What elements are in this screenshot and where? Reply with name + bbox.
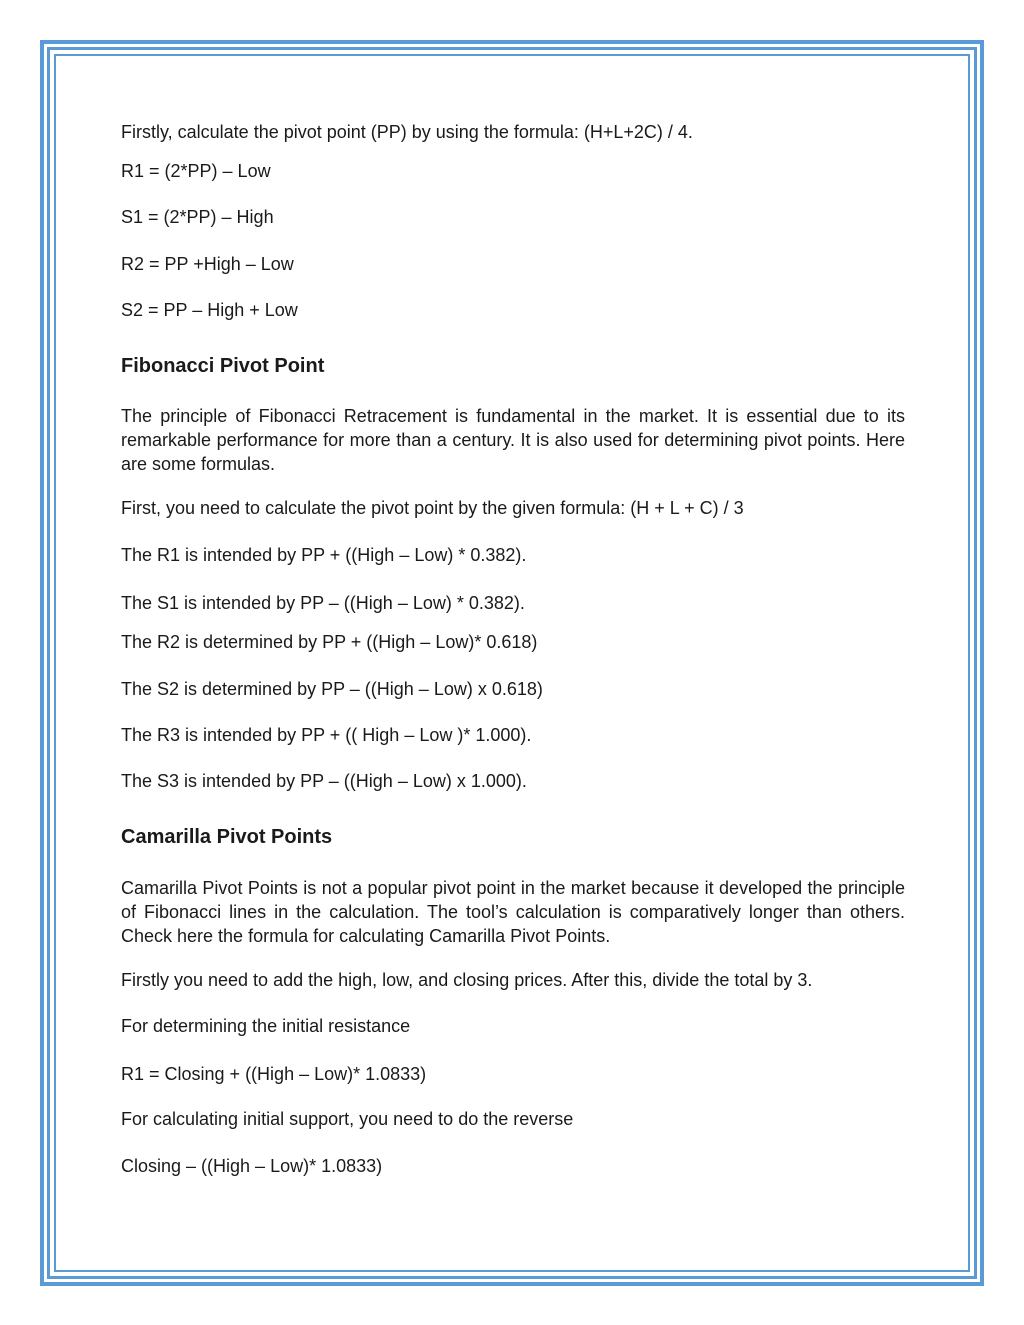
page-border-inner (54, 54, 970, 1272)
fibonacci-s2: The S2 is determined by PP – ((High – Low) x 0.618) (121, 679, 543, 699)
intro-s2-formula: S2 = PP – High + Low (121, 300, 298, 320)
intro-formula-line: Firstly, calculate the pivot point (PP) by using the formula: (H+L+2C) / 4. (121, 122, 693, 142)
camarilla-support-label: For calculating initial support, you need to do the reverse (121, 1109, 574, 1129)
camarilla-paragraph: Camarilla Pivot Points is not a popular pivot point in the market because it developed the principle of Fibonacci lines in the calculation. The tool’s calculation is comparatively longer than others. Check here the formula for calculating Camarilla Pivot Points. (121, 878, 905, 946)
fibonacci-formula-line: First, you need to calculate the pivot point by the given formula: (H + L + C) / 3 (121, 498, 744, 518)
fibonacci-s3: The S3 is intended by PP – ((High – Low) x 1.000). (121, 771, 527, 791)
camarilla-s1: Closing – ((High – Low)* 1.0833) (121, 1156, 383, 1176)
intro-r1-formula: R1 = (2*PP) – Low (121, 161, 271, 181)
fibonacci-heading: Fibonacci Pivot Point (121, 355, 325, 377)
intro-s1-formula: S1 = (2*PP) – High (121, 207, 274, 227)
fibonacci-paragraph: The principle of Fibonacci Retracement is fundamental in the market. It is essential due to its remarkable performance for more than a century. It is also used for determining pivot points. Here are some formulas. (121, 406, 905, 474)
fibonacci-s1: The S1 is intended by PP – ((High – Low) * 0.382). (121, 593, 525, 613)
fibonacci-r2: The R2 is determined by PP + ((High – Low)* 0.618) (121, 632, 538, 652)
camarilla-step1: Firstly you need to add the high, low, and closing prices. After this, divide the total by 3. (121, 970, 813, 990)
intro-r2-formula: R2 = PP +High – Low (121, 254, 294, 274)
fibonacci-r1: The R1 is intended by PP + ((High – Low) * 0.382). (121, 545, 527, 565)
camarilla-heading: Camarilla Pivot Points (121, 826, 333, 848)
camarilla-resistance-label: For determining the initial resistance (121, 1016, 411, 1036)
page-border-middle (47, 47, 977, 1279)
camarilla-r1: R1 = Closing + ((High – Low)* 1.0833) (121, 1064, 427, 1084)
fibonacci-r3: The R3 is intended by PP + (( High – Low )* 1.000). (121, 725, 532, 745)
